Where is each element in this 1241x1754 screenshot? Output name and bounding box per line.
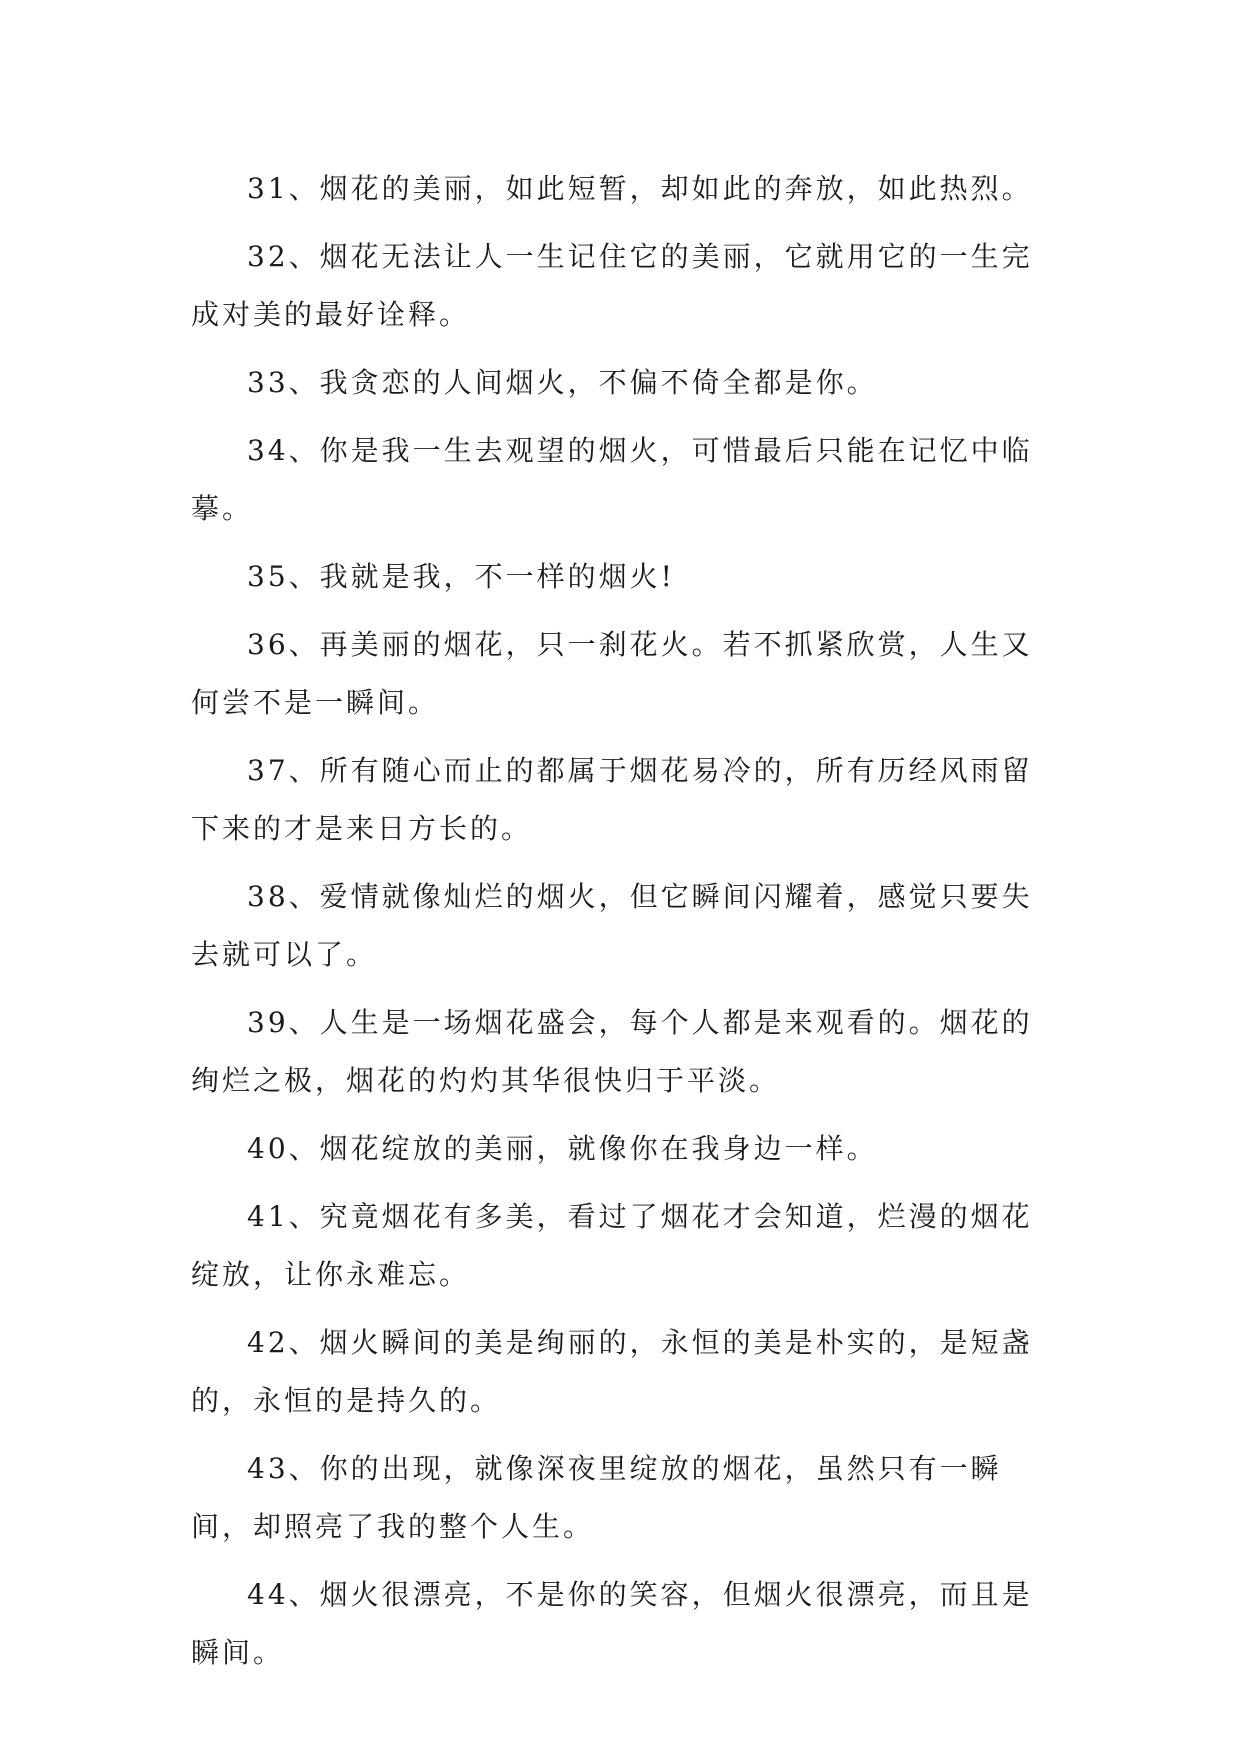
- paragraph-41: 41、究竟烟花有多美，看过了烟花才会知道，烂漫的烟花绽放，让你永难忘。: [191, 1200, 1033, 1291]
- paragraph-39: 39、人生是一场烟花盛会，每个人都是来观看的。烟花的绚烂之极，烟花的灼灼其华很快归于平淡。: [191, 1006, 1033, 1097]
- paragraph-32: 32、烟花无法让人一生记住它的美丽，它就用它的一生完成对美的最好诠释。: [191, 240, 1033, 331]
- paragraph-34: 34、你是我一生去观望的烟火，可惜最后只能在记忆中临摹。: [191, 434, 1033, 525]
- document-body: [191, 160, 1057, 1692]
- paragraph-44: 44、烟火很漂亮，不是你的笑容，但烟火很漂亮，而且是瞬间。: [191, 1578, 1033, 1669]
- paragraph-35: 35、我就是我，不一样的烟火!: [247, 560, 675, 593]
- paragraph-38: 38、爱情就像灿烂的烟火，但它瞬间闪耀着，感觉只要失去就可以了。: [191, 880, 1033, 971]
- paragraph-43: 43、你的出现，就像深夜里绽放的烟花，虽然只有一瞬间，却照亮了我的整个人生。: [191, 1452, 1002, 1543]
- paragraph-31: 31、烟花的美丽，如此短暂，却如此的奔放，如此热烈。: [247, 172, 1033, 205]
- paragraph-40: 40、烟花绽放的美丽，就像你在我身边一样。: [247, 1132, 878, 1165]
- paragraph-42: 42、烟火瞬间的美是绚丽的，永恒的美是朴实的，是短盏的，永恒的是持久的。: [191, 1326, 1033, 1417]
- paragraph-36: 36、再美丽的烟花，只一刹花火。若不抓紧欣赏，人生又何尝不是一瞬间。: [191, 628, 1033, 719]
- paragraph-37: 37、所有随心而止的都属于烟花易冷的，所有历经风雨留下来的才是来日方长的。: [191, 754, 1033, 845]
- paragraph-33: 33、我贪恋的人间烟火，不偏不倚全都是你。: [247, 366, 878, 399]
